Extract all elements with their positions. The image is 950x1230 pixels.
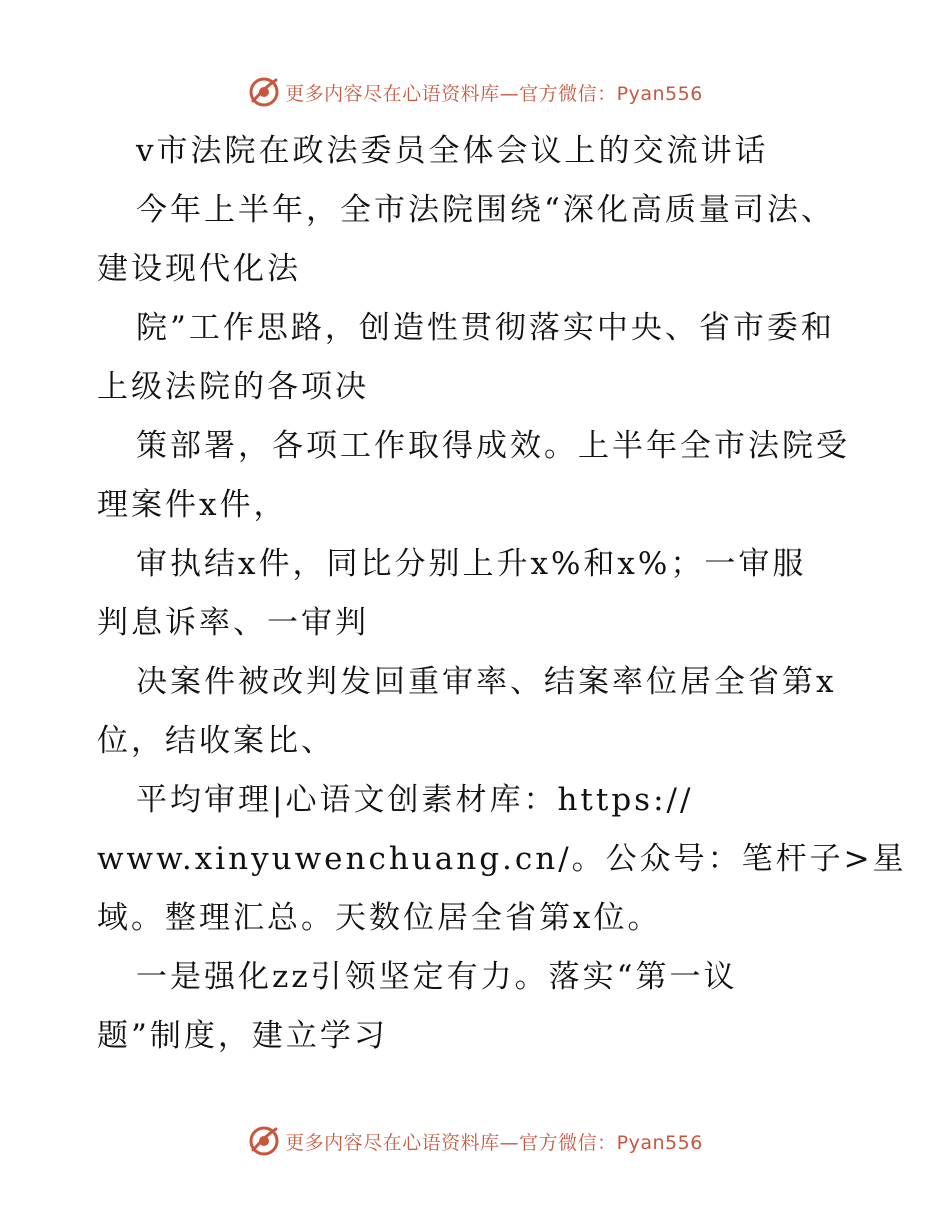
- text-line: 理案件x件，: [97, 487, 288, 523]
- text-line: 位，结收案比、: [97, 723, 335, 759]
- text-line: 决案件被改判发回重审率、结案率位居全省第x: [136, 664, 837, 700]
- text-line: 今年上半年，全市法院围绕“深化高质量司法、: [136, 192, 835, 228]
- brush-circle-logo-icon: [247, 1124, 281, 1158]
- text-line: 策部署，各项工作取得成效。上半年全市法院受: [136, 428, 850, 464]
- text-line: 建设现代化法: [97, 251, 301, 287]
- watermark-text: 更多内容尽在心语资料库—官方微信：Pyan556: [285, 1131, 703, 1154]
- brush-circle-logo-icon: [247, 75, 281, 109]
- text-line: www.xinyuwenchuang.cn/。公众号：笔杆子>星: [97, 841, 907, 877]
- text-line: 一是强化zz引领坚定有力。落实“第一议: [136, 959, 738, 995]
- text-line: 域。整理汇总。天数位居全省第x位。: [97, 900, 662, 936]
- document-body: [97, 122, 907, 1066]
- text-line: 上级法院的各项决: [97, 369, 369, 405]
- watermark-footer: [0, 1121, 950, 1161]
- text-line: 判息诉率、一审判: [97, 605, 369, 641]
- text-line: 题”制度，建立学习: [97, 1018, 388, 1054]
- text-line: 院”工作思路，创造性贯彻落实中央、省市委和: [136, 310, 835, 346]
- watermark-header: [0, 72, 950, 112]
- watermark-text: 更多内容尽在心语资料库—官方微信：Pyan556: [285, 82, 703, 105]
- text-line: 平均审理|心语文创素材库：https://: [136, 782, 694, 818]
- text-line: v市法院在政法委员全体会议上的交流讲话: [136, 133, 769, 169]
- text-line: 审执结x件，同比分别上升x%和x%；一审服: [136, 546, 807, 582]
